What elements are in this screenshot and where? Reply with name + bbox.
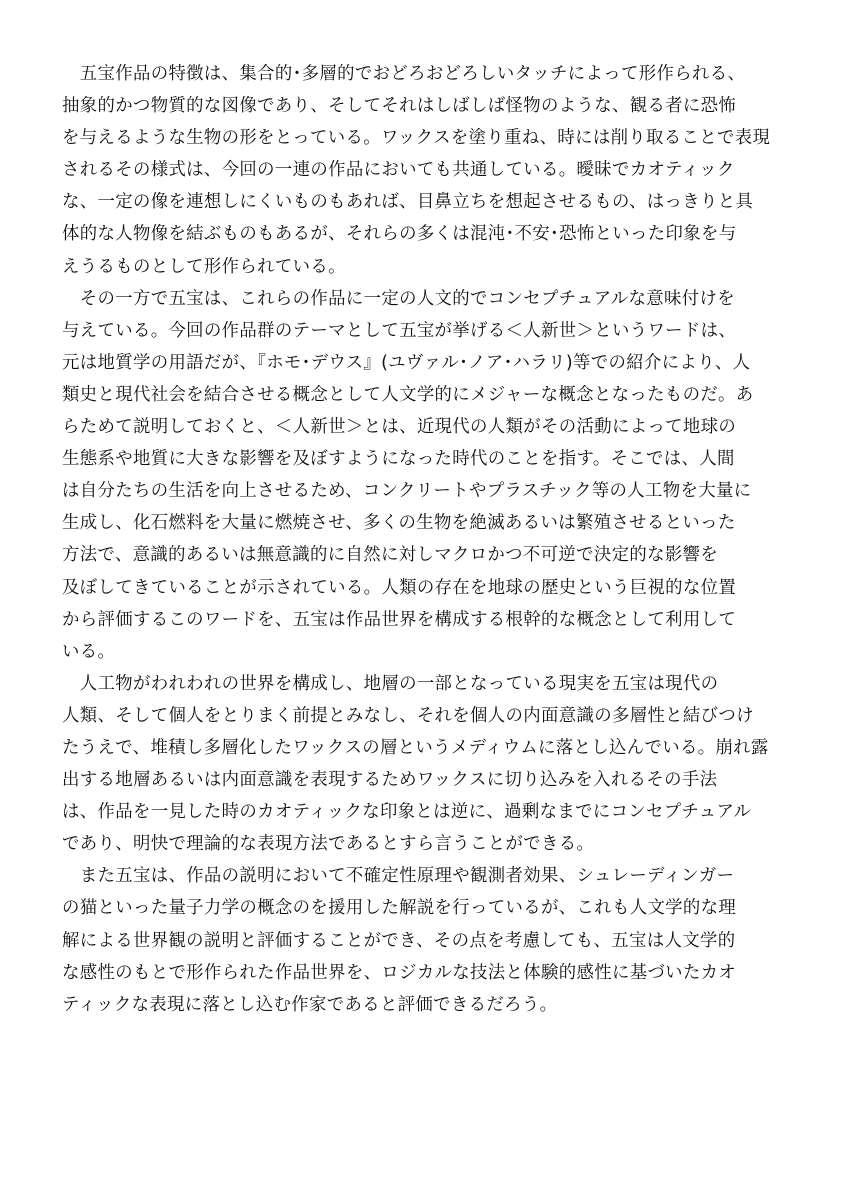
text-line: ティックな表現に落とし込む作家であると評価できるだろう。 <box>62 994 558 1015</box>
text-line: であり、明快で理論的な表現方法であるとすら言うことができる。 <box>62 834 595 855</box>
paragraph-2 <box>62 283 792 668</box>
text-line: 類史と現代社会を結合させる概念として人文学的にメジャーな概念となったものだ。あ <box>62 384 754 405</box>
text-line: その一方で五宝は、これらの作品に一定の人文的でコンセプチュアルな意味付けを <box>62 288 735 309</box>
text-line: らためて説明しておくと、＜人新世＞とは、近現代の人類がその活動によって地球の <box>62 417 737 438</box>
essay-body <box>62 58 792 1021</box>
text-line: な感性のもとで形作られた作品世界を、ロジカルな技法と体験的感性に基づいたカオ <box>62 962 737 983</box>
text-line: 方法で、意識的あるいは無意識的に自然に対しマクロかつ不可逆で決定的な影響を <box>62 545 719 566</box>
text-line: 生態系や地質に大きな影響を及ぼすようになった時代のことを指す。そこでは、人間 <box>62 449 735 470</box>
text-line: は自分たちの生活を向上させるため、コンクリートやプラスチック等の人工物を大量に <box>62 481 752 502</box>
text-line: えうるものとして形作られている。 <box>62 256 346 277</box>
text-line: いる。 <box>62 641 116 662</box>
paragraph-1 <box>62 58 792 283</box>
text-line: 生成し、化石燃料を大量に燃焼させ、多くの生物を絶滅あるいは繁殖させるといった <box>62 513 736 534</box>
text-line: 元は地質学の用語だが、『ホモ･デウス』(ユヴァル･ノア･ハラリ)等での紹介により、人 <box>62 352 751 373</box>
text-line: 人工物がわれわれの世界を構成し、地層の一部となっている現実を五宝は現代の <box>62 673 719 694</box>
text-line: 解による世界観の説明と評価することができ、その点を考慮しても、五宝は人文学的 <box>62 930 736 951</box>
text-line: は、作品を一見した時のカオティックな印象とは逆に、過剰なまでにコンセプチュアル <box>62 802 752 823</box>
text-line: 及ぼしてきていることが示されている。人類の存在を地球の歴史という巨視的な位置 <box>62 577 737 598</box>
text-line: 与えている。今回の作品群のテーマとして五宝が挙げる＜人新世＞というワードは、 <box>62 320 737 341</box>
text-line: たうえで、堆積し多層化したワックスの層というメディウムに落とし込んでいる。崩れ露 <box>62 737 769 758</box>
text-line: な、一定の像を連想しにくいものもあれば、目鼻立ちを想起させるもの、はっきりと具 <box>62 192 754 213</box>
text-line: を与えるような生物の形をとっている。ワックスを塗り重ね、時には削り取ることで表現 <box>62 128 771 149</box>
text-line: 出する地層あるいは内面意識を表現するためワックスに切り込みを入れるその手法 <box>62 770 718 791</box>
text-line: 人類、そして個人をとりまく前提とみなし、それを個人の内面意識の多層性と結びつけ <box>62 705 754 726</box>
paragraph-4 <box>62 860 792 1020</box>
text-line: の猫といった量子力学の概念のを援用した解説を行っているが、これも人文学的な理 <box>62 898 737 919</box>
paragraph-3 <box>62 668 792 861</box>
text-line: 体的な人物像を結ぶものもあるが、それらの多くは混沌･不安･恐怖といった印象を与 <box>62 224 737 245</box>
text-line: 抽象的かつ物質的な図像であり、そしてそれはしばしば怪物のような、観る者に恐怖 <box>62 96 737 117</box>
text-line: されるその様式は、今回の一連の作品においても共通している。曖昧でカオティック <box>62 160 735 181</box>
text-line: から評価するこのワードを、五宝は作品世界を構成する根幹的な概念として利用して <box>62 609 737 630</box>
text-line: また五宝は、作品の説明において不確定性原理や観測者効果、シュレーディンガー <box>62 866 735 887</box>
text-line: 五宝作品の特徴は、集合的･多層的でおどろおどろしいタッチによって形作られる、 <box>62 64 746 84</box>
